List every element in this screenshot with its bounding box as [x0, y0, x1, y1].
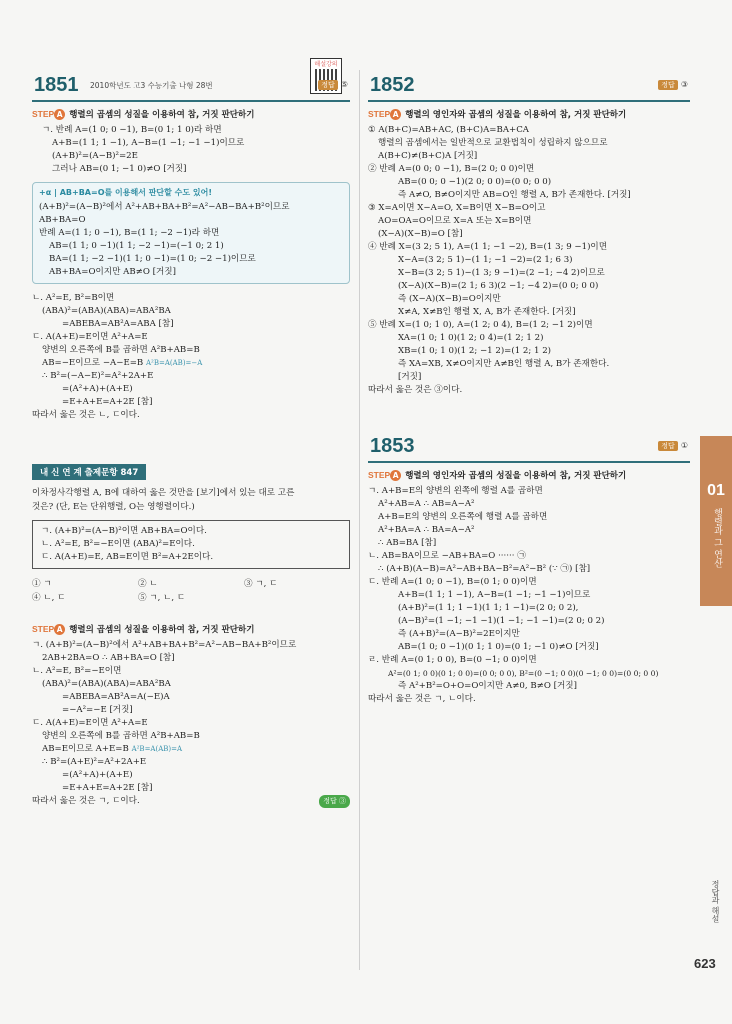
- solution-line: 즉 XA=XB, X≠O이지만 A≠B인 행렬 A, B가 존재한다.: [398, 359, 610, 369]
- tip-heading: +α | AB+BA=O를 이용해서 판단할 수도 있어!: [39, 188, 213, 197]
- choice-5[interactable]: ⑤ ㄱ, ㄴ, ㄷ: [138, 593, 186, 603]
- answer-value: ⑤: [340, 80, 348, 89]
- solution-line: 그러나 AB=(0 1; −1 0)≠O [거짓]: [52, 164, 187, 174]
- solution-line: ∴ B²=(−A−E)²=A²+2A+E: [42, 371, 154, 381]
- related-question: [32, 486, 350, 514]
- chapter-number: 01: [707, 482, 725, 499]
- tip-line: AB+BA=O: [39, 215, 86, 225]
- qr-label: 해설강의: [314, 61, 338, 68]
- solution-line: 즉 A≠O, B≠O이지만 AB=O인 행렬 A, B가 존재한다. [거짓]: [398, 190, 631, 200]
- answer-badge: [658, 80, 688, 90]
- solution-conclusion: 따라서 옳은 것은 ㄴ, ㄷ이다.: [32, 410, 140, 420]
- solution-line: X−B=(3 2; 5 1)−(1 3; 9 −1)=(2 −1; −4 2)이므로: [398, 268, 605, 278]
- step-text: 행렬의 영인자와 곱셈의 성질을 이용하여 참, 거짓 판단하기: [405, 471, 627, 481]
- solution-line: =(A²+A)+(A+E): [62, 384, 133, 394]
- solution-line: AB=(1 0; 0 −1)(0 1; 1 0)=(0 1; −1 0)≠O [거짓]: [398, 642, 599, 652]
- solution-line: ㄱ. (A+B)²=(A−B)²에서 A²+AB+BA+B²=A²−AB−BA+B²이므로: [32, 640, 297, 650]
- solution-line: (A−B)²=(1 −1; −1 −1)(1 −1; −1 −1)=(2 0; 0 2): [398, 616, 605, 626]
- right-column: [368, 70, 690, 706]
- solution-line: XB=(1 0; 1 0)(1 2; −1 2)=(1 2; 1 2): [398, 346, 552, 356]
- tip-line: 반례 A=(1 1; 0 −1), B=(1 1; −2 −1)라 하면: [39, 228, 220, 238]
- solution-line: ㄷ. 반례 A=(1 0; 0 −1), B=(0 1; 0 0)이면: [368, 577, 537, 587]
- side-note: A²B=A(AB)=−A: [145, 359, 203, 367]
- answer-value: ①: [680, 441, 688, 450]
- solution-line: ㄷ. A(A+E)=E이면 A²+A=E: [32, 332, 148, 342]
- left-column: [32, 61, 350, 808]
- solution-line: ∴ AB=BA [참]: [378, 538, 437, 548]
- step-heading: STEP A 행렬의 곱셈의 성질을 이용하여 참, 거짓 판단하기: [32, 624, 255, 635]
- solution-line: ∴ (A+B)(A−B)=A²−AB+BA−B²=A²−B² (∵ ㉠) [참]: [378, 564, 591, 574]
- step-text: 행렬의 곱셈의 성질을 이용하여 참, 거짓 판단하기: [69, 625, 255, 635]
- solution-line: [32, 357, 350, 370]
- problem-number: 1852: [370, 74, 415, 96]
- solution-line: ∴ B²=(A+E)²=A²+2A+E: [42, 757, 147, 767]
- chapter-title: 행렬과 그 연산: [712, 508, 722, 568]
- choices: [32, 577, 350, 605]
- problem-source: 2010학년도 고3 수능기출 나형 28번: [90, 81, 213, 90]
- problem-number: 1853: [370, 435, 415, 457]
- solution-line: (X−A)(X−B)=O [참]: [378, 229, 463, 239]
- bogi-box: [32, 520, 350, 569]
- answer-tag: 정답: [658, 80, 678, 90]
- solution-line: X≠A, X≠B인 행렬 X, A, B가 존재한다. [거짓]: [398, 307, 576, 317]
- solution-line: 행렬의 곱셈에서는 일반적으로 교환법칙이 성립하지 않으므로: [378, 138, 608, 148]
- solution-line: AO=OA=O이므로 X=A 또는 X=B이면: [378, 216, 532, 226]
- solution-text: AB=−E이므로 −A−E=B: [42, 358, 144, 368]
- chapter-tab[interactable]: [700, 436, 732, 606]
- tip-line: AB+BA=O이지만 AB≠O [거짓]: [49, 267, 176, 277]
- choice-2[interactable]: ② ㄴ: [138, 579, 158, 589]
- step-heading: STEP A 행렬의 영인자와 곱셈의 성질을 이용하여 참, 거짓 판단하기: [368, 109, 627, 120]
- answer-tag: 정답: [323, 797, 337, 805]
- solution-line: ③ X=A이면 X−A=O, X=B이면 X−B=O이고: [368, 203, 546, 213]
- problem-1851-header: [32, 61, 350, 102]
- answer-badge: [658, 441, 688, 451]
- solution-line: (A+B)²=(A−B)²=2E: [52, 151, 138, 161]
- column-divider: [359, 70, 360, 970]
- tip-line: AB=(1 1; 0 −1)(1 1; −2 −1)=(−1 0; 2 1): [49, 241, 224, 251]
- solution-line: ② 반례 A=(0 0; 0 −1), B=(2 0; 0 0)이면: [368, 164, 535, 174]
- problem-number: 1851: [34, 74, 79, 96]
- related-bar: 내 신 연 계 출제문항 847: [32, 464, 146, 480]
- answer-tag: 정답: [318, 80, 338, 90]
- page-number: 623: [694, 956, 716, 971]
- solution-text: 따라서 옳은 것은 ㄱ, ㄷ이다.: [32, 796, 140, 806]
- section-label: 정답과 해설: [711, 880, 720, 923]
- solution-line: A²+AB=A ∴ AB=A−A²: [378, 499, 475, 509]
- tip-box: [32, 182, 350, 284]
- bogi-item: ㄷ. A(A+E)=E, AB=E이면 B²=A+2E이다.: [41, 552, 214, 562]
- solution-line: A(B+C)≠(B+C)A [거짓]: [378, 151, 478, 161]
- solution-line: =(A²+A)+(A+E): [62, 770, 133, 780]
- bogi-item: ㄱ. (A+B)²=(A−B)²이면 AB+BA=O이다.: [41, 526, 207, 536]
- solution-line: 2AB+2BA=O ∴ AB+BA=O [참]: [42, 653, 175, 663]
- question-line: 것은? (단, E는 단위행렬, O는 영행렬이다.): [32, 502, 195, 512]
- solution-line: ㄱ. A+B=E의 양변의 왼쪽에 행렬 A를 곱하면: [368, 486, 543, 496]
- solution-line: ① A(B+C)=AB+AC, (B+C)A=BA+CA: [368, 125, 530, 135]
- tip-line: (A+B)²=(A−B)²에서 A²+AB+BA+B²=A²−AB−BA+B²이므로: [39, 202, 290, 212]
- tip-line: BA=(1 1; −2 −1)(1 1; 0 −1)=(1 0; −2 −1)이므로: [49, 254, 256, 264]
- question-line: 이차정사각행렬 A, B에 대하여 옳은 것만을 [보기]에서 있는 대로 고른: [32, 488, 295, 498]
- solution-line: A+B=(1 1; 1 −1), A−B=(1 −1; −1 −1)이므로: [52, 138, 245, 148]
- solution-line: =ABEBA=AB²A=ABA [참]: [62, 319, 174, 329]
- solution-line: 즉 (X−A)(X−B)=O이지만: [398, 294, 501, 304]
- solution-line: (X−A)(X−B)=(2 1; 6 3)(2 −1; −4 2)=(0 0; 0 0): [398, 281, 599, 291]
- step-heading: STEP A 행렬의 곱셈의 성질을 이용하여 참, 거짓 판단하기: [32, 109, 255, 120]
- solution-line: ㄹ. 반례 A=(0 1; 0 0), B=(0 −1; 0 0)이면: [368, 655, 537, 665]
- answer-value: ③: [680, 80, 688, 89]
- solution-line: ㄱ. 반례 A=(1 0; 0 −1), B=(0 1; 1 0)라 하면: [42, 125, 222, 135]
- solution-line: 즉 (A+B)²=(A−B)²=2E이지만: [398, 629, 520, 639]
- solution-line: ⑤ 반례 X=(1 0; 1 0), A=(1 2; 0 4), B=(1 2; −1 2)이면: [368, 320, 593, 330]
- solution-conclusion: 따라서 옳은 것은 ㄱ, ㄴ이다.: [368, 694, 476, 704]
- solution-line: =E+A+E=A+2E [참]: [62, 783, 153, 793]
- solution-line: (ABA)²=(ABA)(ABA)=ABA²BA: [42, 679, 171, 689]
- tip-heading-text: AB+BA=O를 이용해서 판단할 수도 있어!: [59, 188, 213, 197]
- step-heading: STEP A 행렬의 영인자와 곱셈의 성질을 이용하여 참, 거짓 판단하기: [368, 470, 627, 481]
- answer-badge: [319, 795, 350, 808]
- solution-line: [32, 743, 350, 756]
- answer-badge: [318, 80, 348, 90]
- solution-line: ㄴ. A²=E, B²=−E이면: [32, 666, 122, 676]
- choice-4[interactable]: ④ ㄴ, ㄷ: [32, 593, 66, 603]
- solution-line: ㄴ. AB=BA이므로 −AB+BA=O ······ ㉠: [368, 551, 526, 561]
- solution-line: A+B=E의 양변의 오른쪽에 행렬 A를 곱하면: [378, 512, 548, 522]
- step-text: 행렬의 곱셈의 성질을 이용하여 참, 거짓 판단하기: [69, 110, 255, 120]
- solution-line: =E+A+E=A+2E [참]: [62, 397, 153, 407]
- solution-line: =−A²=−E [거짓]: [62, 705, 133, 715]
- solution-line: 즉 A²+B²=O+O=O이지만 A≠0, B≠O [거짓]: [398, 681, 577, 691]
- solution-line: [거짓]: [398, 372, 422, 382]
- solution-line: (A+B)²=(1 1; 1 −1)(1 1; 1 −1)=(2 0; 0 2),: [398, 603, 579, 613]
- solution-line: 양변의 오른쪽에 B를 곱하면 A²B+AB=B: [42, 345, 200, 355]
- solution-line: AB=(0 0; 0 −1)(2 0; 0 0)=(0 0; 0 0): [398, 177, 552, 187]
- solution-text: AB=E이므로 A+E=B: [42, 744, 129, 754]
- choice-3[interactable]: ③ ㄱ, ㄷ: [244, 579, 278, 589]
- solution-line: A+B=(1 1; 1 −1), A−B=(1 −1; −1 −1)이므로: [398, 590, 591, 600]
- step-text: 행렬의 영인자와 곱셈의 성질을 이용하여 참, 거짓 판단하기: [405, 110, 627, 120]
- related-problem: [32, 460, 350, 808]
- solution-line: XA=(1 0; 1 0)(1 2; 0 4)=(1 2; 1 2): [398, 333, 544, 343]
- choice-1[interactable]: ① ㄱ: [32, 579, 52, 589]
- solution-conclusion: 따라서 옳은 것은 ③이다.: [368, 385, 463, 395]
- bogi-item: ㄴ. A²=E, B²=−E이면 (ABA)²=E이다.: [41, 539, 195, 549]
- side-note: A²B=A(AB)=A: [131, 745, 183, 753]
- solution-line: ㄴ. A²=E, B²=B이면: [32, 293, 115, 303]
- solution-line: A²=(0 1; 0 0)(0 1; 0 0)=(0 0; 0 0), B²=(0 −1; 0 0)(0 −1; 0 0)=(0 0; 0 0): [388, 669, 659, 678]
- solution-line: 양변의 오른쪽에 B를 곱하면 A²B+AB=B: [42, 731, 200, 741]
- solution-line: (ABA)²=(ABA)(ABA)=ABA²BA: [42, 306, 171, 316]
- answer-tag: 정답: [658, 441, 678, 451]
- solution-line: A²+BA=A ∴ BA=A−A²: [378, 525, 475, 535]
- problem-1853-header: [368, 431, 690, 463]
- solution-line: ④ 반례 X=(3 2; 5 1), A=(1 1; −1 −2), B=(1 3; 9 −1)이면: [368, 242, 608, 252]
- solution-conclusion: [32, 795, 350, 808]
- solution-line: X−A=(3 2; 5 1)−(1 1; −1 −2)=(2 1; 6 3): [398, 255, 573, 265]
- solution-line: ㄷ. A(A+E)=E이면 A²+A=E: [32, 718, 148, 728]
- solution-line: =ABEBA=AB²A=A(−E)A: [62, 692, 170, 702]
- answer-value: ③: [339, 797, 346, 805]
- problem-1852-header: [368, 70, 690, 102]
